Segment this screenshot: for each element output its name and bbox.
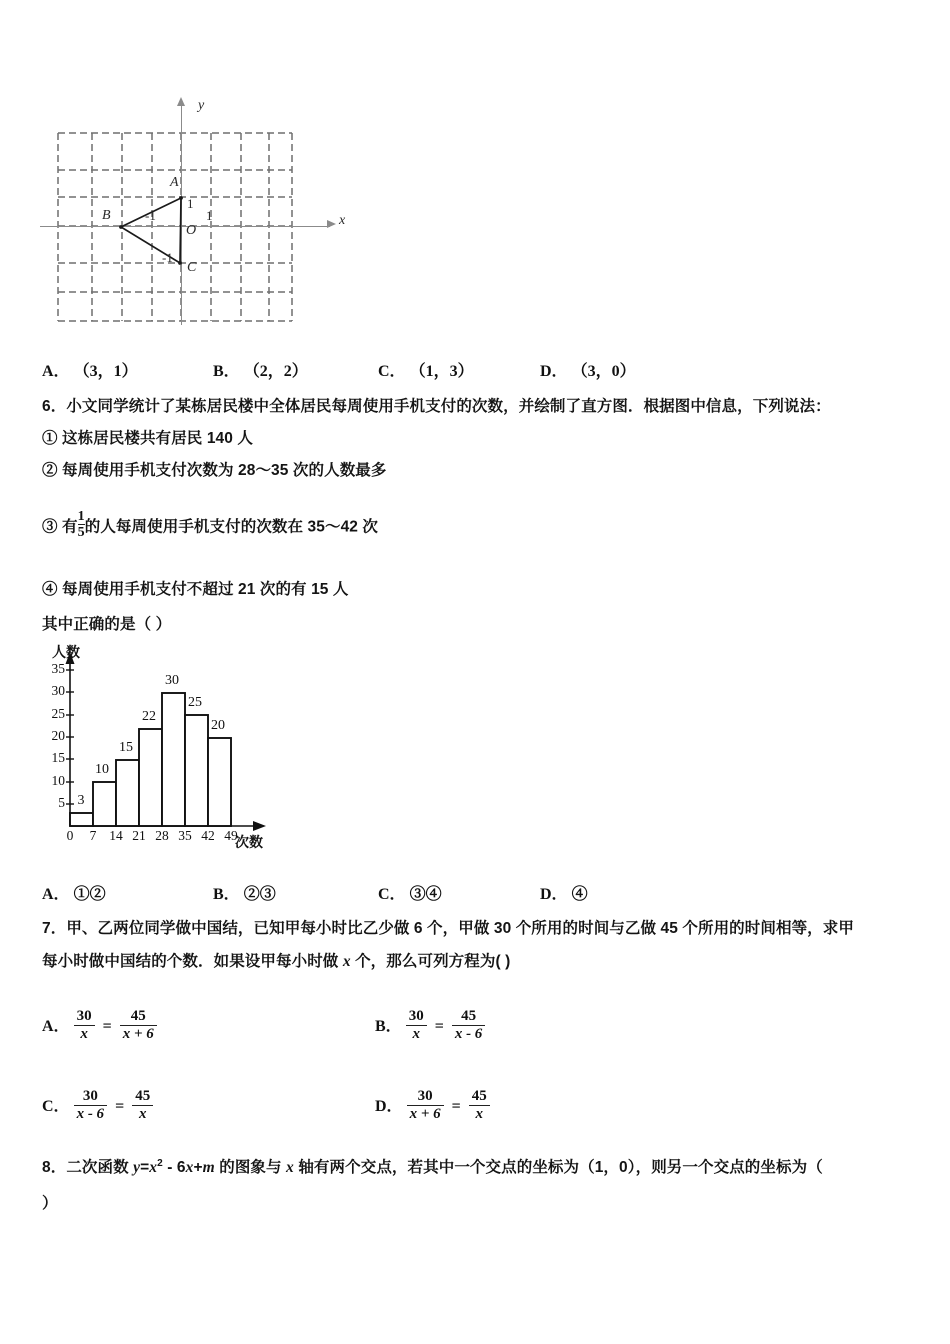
x-tick-7: 7 xyxy=(89,828,97,843)
fraction-denominator: x - 6 xyxy=(452,1025,486,1043)
function-y: y xyxy=(133,1159,141,1177)
point-label-b: B xyxy=(102,208,111,223)
q7-option-b[interactable] xyxy=(375,1010,485,1045)
fraction-left xyxy=(74,1008,95,1043)
x-tick-0: 0 xyxy=(66,828,74,843)
function-exponent: 2 xyxy=(157,1158,163,1169)
origin-label: O xyxy=(186,223,197,238)
q6-option-b-label: B． xyxy=(213,886,240,903)
bar-value-label: 22 xyxy=(142,709,156,724)
y-tick-20: 20 xyxy=(51,728,65,743)
fraction-numerator: 45 xyxy=(135,1088,151,1104)
q6-option-d[interactable] xyxy=(540,881,588,904)
fraction-numerator: 30 xyxy=(82,1088,98,1104)
function-m: m xyxy=(202,1159,215,1177)
x-tick-28: 28 xyxy=(155,828,169,843)
bar-value-label: 10 xyxy=(95,762,109,777)
q6-option-c[interactable] xyxy=(378,881,442,904)
q8-stem-line1 xyxy=(42,1158,942,1178)
axis-x-variable: x xyxy=(286,1159,294,1177)
equals-sign: = xyxy=(102,1018,112,1036)
fraction-numerator: 45 xyxy=(471,1088,487,1104)
q6-option-d-label: D． xyxy=(540,886,568,903)
q5-option-a[interactable] xyxy=(42,358,138,381)
q7-option-c[interactable] xyxy=(42,1090,153,1125)
q6-option-d-text: ④ xyxy=(571,886,588,903)
function-plus: + xyxy=(193,1159,203,1177)
q5-option-a-label: A． xyxy=(42,363,70,380)
function-x: x xyxy=(149,1159,158,1177)
tick-label-x-one: 1 xyxy=(206,208,213,223)
bar-value-label: 20 xyxy=(211,718,225,733)
y-tick-5: 5 xyxy=(58,795,65,810)
q6-option-a-text: ①② xyxy=(73,886,106,903)
q5-option-a-text: （3，1） xyxy=(73,363,138,380)
x-tick-21: 21 xyxy=(132,828,146,843)
fraction-numerator: 45 xyxy=(130,1008,146,1024)
q6-option-a-label: A． xyxy=(42,886,70,903)
q6-statement-3-suffix: 的人每周使用手机支付的次数在 35～42 次 xyxy=(84,518,379,536)
x-tick-14: 14 xyxy=(109,828,123,843)
q6-statement-2: ② 每周使用手机支付次数为 28～35 次的人数最多 xyxy=(42,462,387,479)
q7-option-b-label: B． xyxy=(375,1017,402,1035)
y-tick-10: 10 xyxy=(51,773,65,788)
q7-option-d-label: D． xyxy=(375,1097,403,1115)
tick-label-x-neg-one: -1 xyxy=(145,208,156,223)
q7-option-a-label: A． xyxy=(42,1017,70,1035)
fraction-denominator: x xyxy=(74,1025,95,1043)
q7-option-c-label: C． xyxy=(42,1097,70,1115)
y-tick-25: 25 xyxy=(51,706,65,721)
bar-value-label: 30 xyxy=(165,673,179,688)
q5-option-c-text: （1，3） xyxy=(409,363,474,380)
fraction-right xyxy=(452,1008,486,1043)
fraction-denominator: x xyxy=(132,1105,153,1123)
histogram-svg xyxy=(42,640,332,855)
q7-stem-line2 xyxy=(42,952,937,971)
q6-stem: 6．小文同学统计了某栋居民楼中全体居民每周使用手机支付的次数，并绘制了直方图．根据图中信息，下列说法： xyxy=(42,398,831,415)
q7-option-a[interactable] xyxy=(42,1010,157,1045)
q5-option-b-text: （2，2） xyxy=(243,363,308,380)
function-x-linear: x xyxy=(185,1159,194,1177)
q8-prefix: 8．二次函数 xyxy=(42,1159,134,1177)
q6-statement-1: ① 这栋居民楼共有居民 140 人 xyxy=(42,430,253,447)
fraction-left xyxy=(407,1088,444,1123)
fraction-numerator: 45 xyxy=(461,1008,477,1024)
fraction-numerator: 30 xyxy=(408,1008,424,1024)
equals-sign: = xyxy=(434,1018,444,1036)
q6-prompt: 其中正确的是（ ） xyxy=(42,616,172,633)
q6-statement-3-prefix: ③ 有 xyxy=(42,518,78,536)
y-tick-35: 35 xyxy=(51,661,65,676)
q6-option-c-label: C． xyxy=(378,886,406,903)
q6-option-a[interactable] xyxy=(42,881,106,904)
q7-stem-line2-part2: 个，那么可列方程为( ) xyxy=(350,953,511,970)
q5-option-c-label: C． xyxy=(378,363,406,380)
q8-tail: 轴有两个交点，若其中一个交点的坐标为（1，0），则另一个交点的坐标为（ xyxy=(293,1159,823,1177)
q6-statement-4: ④ 每周使用手机支付不超过 21 次的有 15 人 xyxy=(42,581,349,598)
function-equals: = xyxy=(140,1159,150,1177)
fraction-denominator: x + 6 xyxy=(407,1105,444,1123)
chart-x-axis-label: 次数 xyxy=(235,834,263,850)
fraction-left xyxy=(74,1088,108,1123)
fraction-right xyxy=(132,1088,153,1123)
q5-option-d[interactable] xyxy=(540,358,636,381)
fraction-one-fifth xyxy=(78,509,85,540)
chart-y-axis-label: 人数 xyxy=(52,644,80,660)
variable-x: x xyxy=(342,953,351,970)
q7-stem-line1: 7．甲、乙两位同学做中国结，已知甲每小时比乙少做 6 个，甲做 30 个所用的时间与乙做 45 个所用的时间相等，求甲 xyxy=(42,920,854,937)
fraction-denominator: x xyxy=(406,1025,427,1043)
y-axis-label: y xyxy=(198,98,205,113)
histogram-figure xyxy=(42,640,332,855)
q8-mid: 的图象与 xyxy=(214,1159,287,1177)
fraction-left xyxy=(406,1008,427,1043)
x-axis-label: x xyxy=(339,213,346,228)
fraction-right xyxy=(120,1008,157,1043)
equals-sign: = xyxy=(451,1098,461,1116)
bar-value-label: 25 xyxy=(188,695,202,710)
fraction-right xyxy=(469,1088,490,1123)
triangle-abc-svg xyxy=(40,95,370,340)
equals-sign: = xyxy=(115,1098,125,1116)
fraction-denominator: x - 6 xyxy=(74,1105,108,1123)
point-label-c: C xyxy=(187,260,197,275)
q6-option-b[interactable] xyxy=(213,881,276,904)
point-label-a: A xyxy=(170,175,179,190)
y-tick-30: 30 xyxy=(51,683,65,698)
q5-option-b[interactable] xyxy=(213,358,308,381)
bar-value-label: 3 xyxy=(77,793,85,808)
bar-value-label: 15 xyxy=(119,740,133,755)
y-tick-15: 15 xyxy=(51,750,65,765)
q8-stem-line2: ） xyxy=(42,1195,58,1212)
x-tick-35: 35 xyxy=(178,828,192,843)
fraction-numerator: 30 xyxy=(76,1008,92,1024)
tick-label-y-one: 1 xyxy=(187,196,194,211)
function-minus-six: - 6 xyxy=(162,1159,186,1177)
coordinate-grid-figure xyxy=(40,95,370,340)
fraction-denominator: x + 6 xyxy=(120,1025,157,1043)
tick-label-y-neg-one: -1 xyxy=(162,250,173,265)
x-tick-49: 49 xyxy=(224,828,238,843)
q5-option-d-label: D． xyxy=(540,363,568,380)
q6-option-c-text: ③④ xyxy=(409,886,442,903)
q5-option-b-label: B． xyxy=(213,363,240,380)
fraction-denominator: 5 xyxy=(77,525,85,541)
fraction-numerator: 1 xyxy=(77,509,85,524)
q6-statement-3 xyxy=(42,509,932,543)
q6-option-b-text: ②③ xyxy=(243,886,276,903)
x-tick-42: 42 xyxy=(201,828,215,843)
q7-stem-line2-part1: 每小时做中国结的个数．如果设甲每小时做 xyxy=(42,953,343,970)
q5-option-d-text: （3，0） xyxy=(571,363,636,380)
q7-option-d[interactable] xyxy=(375,1090,490,1125)
q5-option-c[interactable] xyxy=(378,358,474,381)
fraction-numerator: 30 xyxy=(417,1088,433,1104)
fraction-denominator: x xyxy=(469,1105,490,1123)
